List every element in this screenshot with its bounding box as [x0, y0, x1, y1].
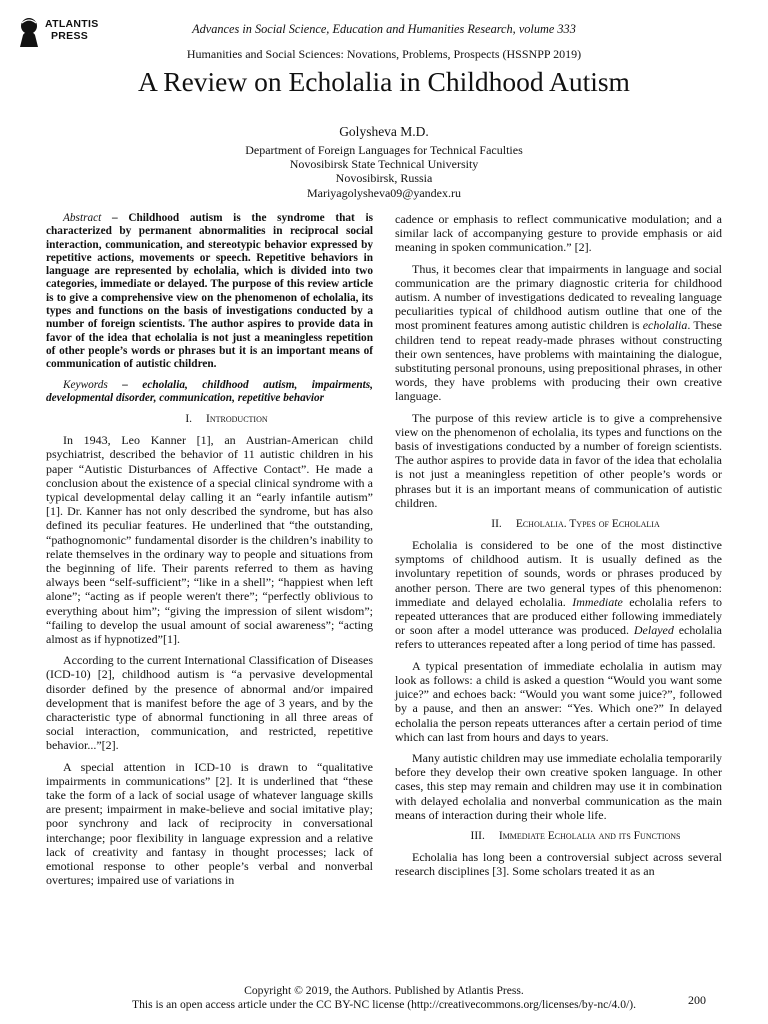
emphasis-text: Delayed	[633, 623, 674, 638]
section-number: I.	[185, 413, 193, 426]
abstract-text: – Childhood autism is the syndrome that is characterized by permanent abnormalities in reciprocal social interaction, communication, and stereotypic behavior expressed by repetitive actions, movements or speech. Repetitive behaviors in language are represented by echolalia, which is divided into two categories, immediate or delayed. The purpose of this review article is to give a comprehensive view on the phenomenon of echolalia, its types and functions on the basis of investigations conducted by a number of foreign scientists. The author aspires to provide data in favor of the idea that echolalia is not just a meaningless repetition of other people’s words or phrases but it is an important means of communication of autistic children.	[46, 212, 373, 371]
section-heading-immediate	[395, 829, 722, 843]
journal-header: Advances in Social Science, Education and Humanities Research, volume 333	[192, 22, 576, 36]
abstract-label: Abstract	[63, 212, 102, 224]
paper-title: A Review on Echolalia in Childhood Autism	[138, 66, 630, 97]
section-title: Immediate Echolalia and its Functions	[498, 829, 681, 842]
keywords	[46, 379, 373, 406]
affiliation-university: Novosibirsk State Technical University	[289, 157, 479, 172]
emphasis-text: Immediate	[572, 594, 623, 609]
text-run: . These children tend to repeat ready-made phrases without constructing their own sentences, have problems with maintaining the dialogue, substituting personal pronouns, using prepositional phrases, in other words, they have problems with producing their own creative language.	[395, 318, 722, 404]
body-paragraph: A special attention in ICD-10 is drawn to “qualitative impairments in communications” [2]. It is underlined that “these take the form of a lack of social usage of whatever language skills are present; impairment in make-believe and social imitative play; poor synchrony and lack of reciprocity in conversational interchange; poor flexibility in language expression and a relative lack of creativity and fantasy in thought processes; lack of emotional response to other people’s verbal and nonverbal overtures; impaired use of variations in	[46, 759, 373, 888]
affiliation-department: Department of Foreign Languages for Technical Faculties	[245, 143, 523, 157]
text-run: echolalia refers to utterances repeated after a long period of time has passed.	[395, 623, 722, 652]
abstract	[46, 212, 373, 372]
body-paragraph: cadence or emphasis to reflect communicative modulation; and a similar lack of accompanying gesture to provide emphasis or aid meaning in spoken communication.” [2].	[395, 212, 722, 255]
section-heading-introduction	[46, 412, 373, 426]
page-footer	[0, 984, 768, 1012]
section-heading-types	[395, 517, 722, 531]
right-column	[395, 212, 722, 885]
page-number: 200	[688, 993, 706, 1007]
body-paragraph: In 1943, Leo Kanner [1], an Austrian-American child psychiatrist, described the behavior of 11 autistic children in his paper “Autistic Disturbances of Affective Contact”. He made a conclusion about the existence of a special clinical syndrome with a typical developmental delay calling it an “early infantile autism” [1]. Dr. Kanner has not only described the syndrome, but has also defined its peculiar features. He underlined that “the outstanding, “pathognomonic” fundamental disorder is the children’s inability to relate themselves in the ordinary way to people and situations from the beginning of life. Their parents referred to them as having always been “self-sufficient”; “like in a shell”; “happiest when left alone”; “acting as if people weren't there”; “perfectly oblivious to everything about him”; “giving the impression of silent wisdom”; “failing to develop the usual amount of social awareness”; “acting almost as if hypnotized”[1].	[46, 433, 373, 646]
emphasis-text: echolalia	[642, 318, 688, 333]
logo-line-2: PRESS	[51, 30, 89, 42]
text-run: echolalia refers to repeated utterances that are produced either following immediately or soon after a model utterance was produced.	[395, 594, 723, 638]
affiliation-city: Novosibirsk, Russia	[335, 171, 433, 186]
body-paragraph	[395, 262, 722, 404]
body-paragraph	[395, 538, 722, 652]
copyright-line: Copyright © 2019, the Authors. Published by Atlantis Press.	[244, 984, 524, 997]
author-name: Golysheva M.D.	[339, 124, 429, 139]
body-paragraph: According to the current International Classification of Diseases (ICD-10) [2], childhood autism is “a pervasive developmental disorder defined by the presence of abnormal and/or impaired development that is manifest before the age of 3 years, and by the characteristic type of abnormal functioning in all three areas of social interaction, communication, and restricted, repetitive behavior...”[2].	[46, 653, 373, 753]
left-column	[46, 212, 373, 894]
section-title: Introduction	[206, 413, 268, 426]
text-run: Echolalia is considered to be one of the most distinctive symptoms of childhood autism. It is usually defined as the involuntary repetition of sounds, words or phrases produced by another person. There are two general types of this phenomenon: immediate and delayed echolalia.	[395, 538, 722, 609]
body-paragraph: The purpose of this review article is to give a comprehensive view on the phenomenon of echolalia, its types and functions on the basis of investigations conducted by a number of foreign scientists. The author aspires to provide data in favor of the idea that echolalia is not just a meaningless repetition of other people’s words or phrases but it is an important means of communication of autistic children.	[395, 410, 722, 510]
body-paragraph: Echolalia has long been a controversial subject across several research disciplines [3]. Some scholars treated it as an	[395, 849, 722, 879]
section-number: II.	[491, 518, 502, 531]
text-run: Thus, it becomes clear that impairments in language and social communication are the primary diagnostic criteria for childhood autism. A number of investigations dedicated to revealing language peculiarities typical of childhood autism outline that one of the most prominent features among autistic children is	[395, 261, 722, 333]
section-title: Echolalia. Types of Echolalia	[515, 518, 660, 531]
body-paragraph: A typical presentation of immediate echolalia in autism may look as follows: a child is asked a question “Would you want some juice?” and echoes back: “Would you want some juice?”, followed by a pause, and then an answer: “Yes. Which one?” In delayed echolalia the person repeats utterances after a certain period of time which can last from hours and days to years.	[395, 658, 722, 744]
body-paragraph: Many autistic children may use immediate echolalia temporarily before they develop their own creative spoken language. In other cases, this step may remain and children may use it in combination with delayed echolalia and nonverbal communication as the main means of interaction during their whole life.	[395, 750, 722, 822]
license-line[interactable]: This is an open access article under the CC BY-NC license (http://creativecommons.org/licenses/by-nc/4.0/).	[132, 998, 636, 1011]
author-email[interactable]: Mariyagolysheva09@yandex.ru	[306, 185, 461, 200]
keywords-label: Keywords	[63, 378, 108, 391]
section-number: III.	[470, 829, 485, 842]
keywords-text: – echolalia, childhood autism, impairments, developmental disorder, communication, repetitive behavior	[46, 378, 373, 404]
author-affiliation	[0, 143, 768, 200]
logo-line-1: ATLANTIS	[45, 18, 99, 30]
conference-name: Humanities and Social Sciences: Novations, Problems, Prospects (HSSNPP 2019)	[186, 47, 582, 61]
